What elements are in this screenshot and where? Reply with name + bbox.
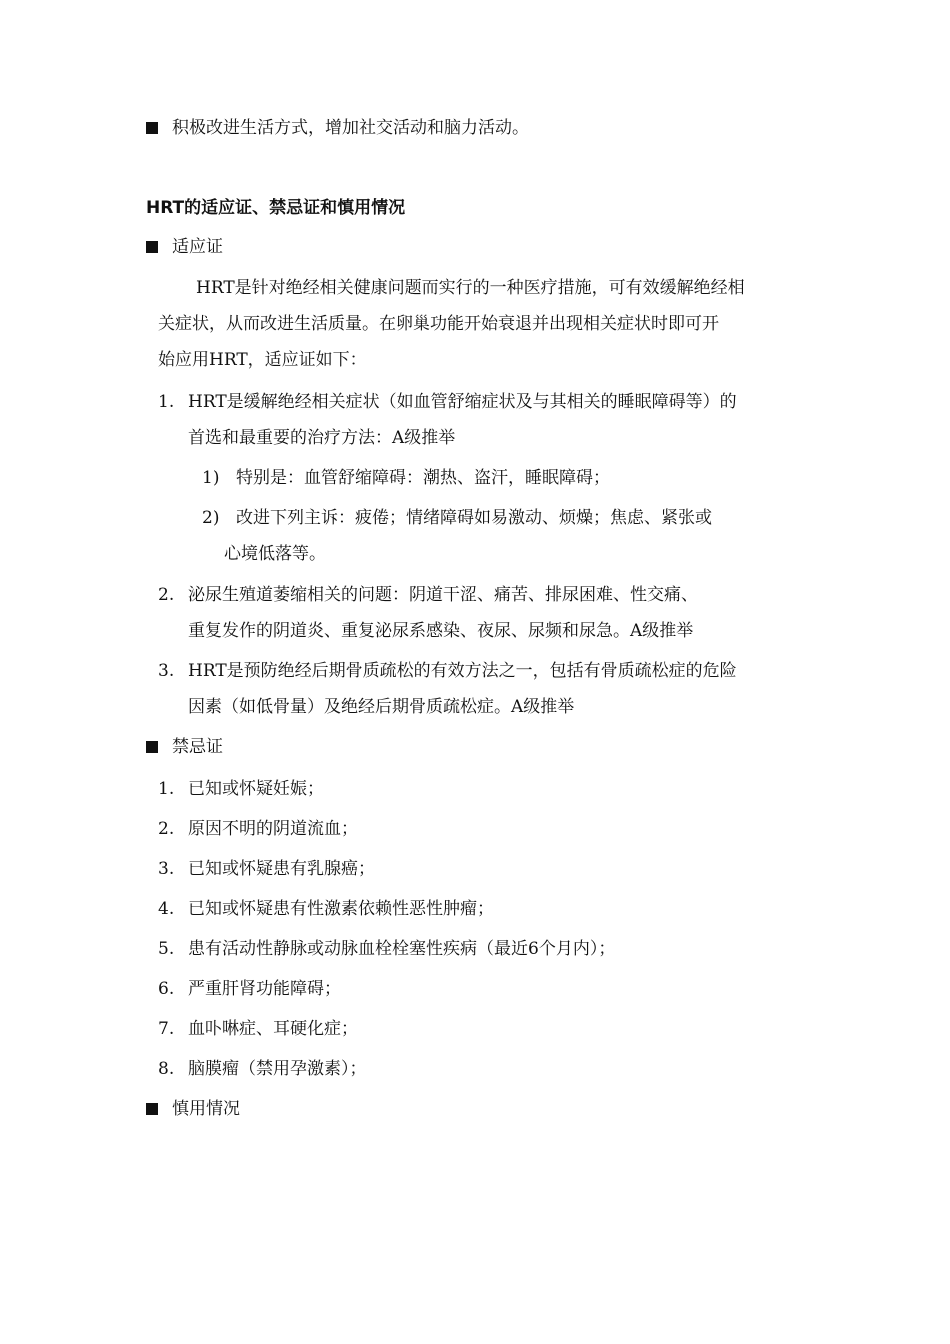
list-item-text: HRT是缓解绝经相关症状（如血管舒缩症状及与其相关的睡眠障碍等）的 <box>188 392 737 412</box>
list-item-number: 3. <box>158 859 175 879</box>
sub-item-number: 2) <box>202 508 220 528</box>
list-item-number: 3. <box>158 661 175 681</box>
sub-item-number: 1) <box>202 468 220 488</box>
list-item-text: 患有活动性静脉或动脉血栓栓塞性疾病（最近6个月内）； <box>188 939 616 959</box>
list-item-number: 5. <box>158 939 175 959</box>
list-item-text: 已知或怀疑患有乳腺癌； <box>188 859 375 879</box>
section-heading: HRT的适应证、禁忌证和慎用情况 <box>146 198 406 218</box>
bullet-square-icon <box>146 741 158 753</box>
list-item-number: 8. <box>158 1059 175 1079</box>
list-item-text: 严重肝肾功能障碍； <box>188 979 341 999</box>
bullet-square-icon <box>146 241 158 253</box>
sub-item-text: 特别是：血管舒缩障碍：潮热、盗汗，睡眠障碍； <box>236 468 610 488</box>
indications-intro-line: HRT是针对绝经相关健康问题而实行的一种医疗措施，可有效缓解绝经相 <box>196 278 745 298</box>
list-item-text: 已知或怀疑妊娠； <box>188 779 324 799</box>
list-item-text: 重复发作的阴道炎、重复泌尿系感染、夜尿、尿频和尿急。A级推举 <box>188 621 694 641</box>
list-item-number: 1. <box>158 779 175 799</box>
list-item-number: 4. <box>158 899 175 919</box>
list-item-text: 已知或怀疑患有性激素依赖性恶性肿瘤； <box>188 899 494 919</box>
bullet-square-icon <box>146 1103 158 1115</box>
list-item-text: 首选和最重要的治疗方法：A级推举 <box>188 428 456 448</box>
sub-item-text: 改进下列主诉：疲倦；情绪障碍如易激动、烦燥；焦虑、紧张或 <box>236 508 712 528</box>
indications-intro-line: 始应用HRT，适应证如下： <box>158 350 367 370</box>
indications-intro-line: 关症状，从而改进生活质量。在卵巢功能开始衰退并出现相关症状时即可开 <box>158 314 719 334</box>
list-item-text: 因素（如低骨量）及绝经后期骨质疏松症。A级推举 <box>188 697 575 717</box>
lifestyle-bullet-text: 积极改进生活方式，增加社交活动和脑力活动。 <box>172 118 529 138</box>
contraindications-title: 禁忌证 <box>172 737 223 757</box>
list-item-text: HRT是预防绝经后期骨质疏松的有效方法之一，包括有骨质疏松症的危险 <box>188 661 737 681</box>
sub-item-text: 心境低落等。 <box>224 544 326 564</box>
list-item-text: 血卟啉症、耳硬化症； <box>188 1019 358 1039</box>
list-item-text: 脑膜瘤（禁用孕激素）； <box>188 1059 367 1079</box>
list-item-number: 7. <box>158 1019 175 1039</box>
list-item-text: 泌尿生殖道萎缩相关的问题：阴道干涩、痛苦、排尿困难、性交痛、 <box>188 585 698 605</box>
list-item-text: 原因不明的阴道流血； <box>188 819 358 839</box>
list-item-number: 1. <box>158 392 175 412</box>
indications-title: 适应证 <box>172 237 223 257</box>
list-item-number: 6. <box>158 979 175 999</box>
list-item-number: 2. <box>158 585 175 605</box>
list-item-number: 2. <box>158 819 175 839</box>
bullet-square-icon <box>146 122 158 134</box>
caution-title: 慎用情况 <box>172 1099 240 1119</box>
